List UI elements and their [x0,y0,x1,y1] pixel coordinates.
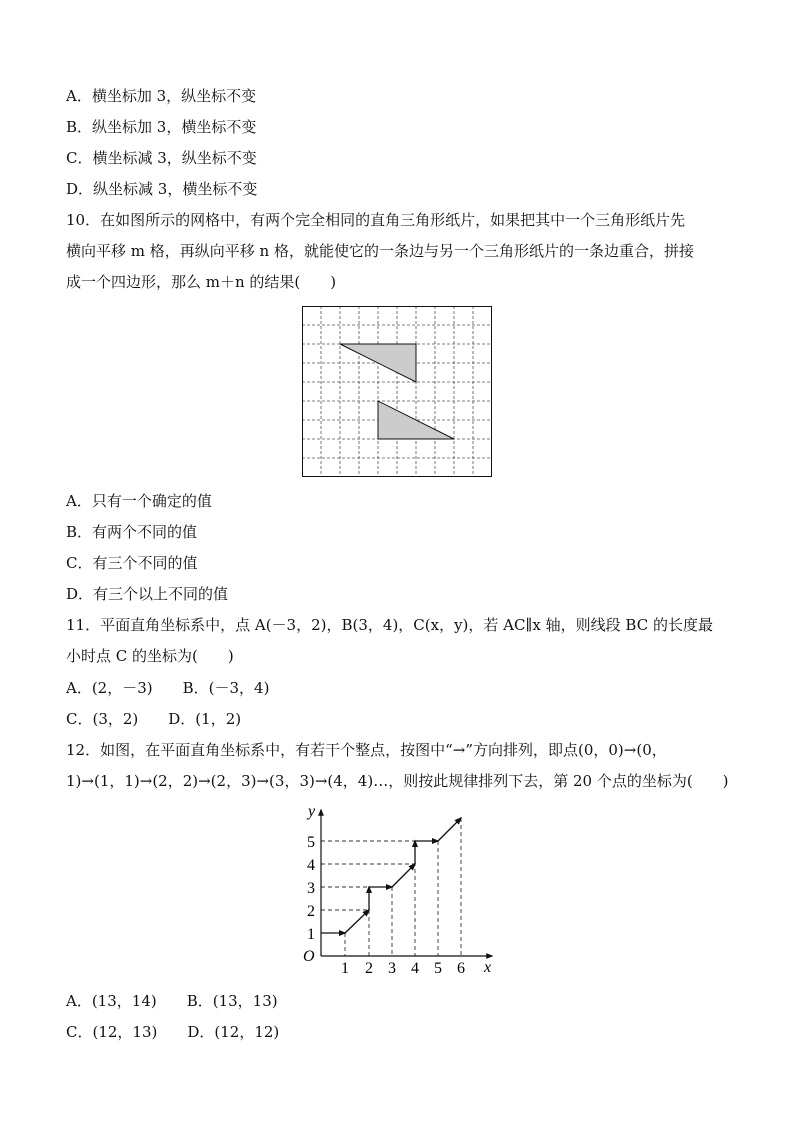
q10-stem-line-1: 10．在如图所示的网格中，有两个完全相同的直角三角形纸片，如果把其中一个三角形纸片先 [66,211,686,229]
q11-options-row-1: A．(2，－3) B．(－3，4) [66,679,270,697]
x-tick-2: 2 [365,960,373,977]
q10-option-c: C．有三个不同的值 [66,554,198,572]
x-tick-labels [341,960,465,977]
x-tick-3: 3 [388,960,396,977]
q11-options-row-2: C．(3，2) D．(1，2) [66,710,242,728]
y-tick-5: 5 [307,834,315,851]
grid-lines [302,306,492,477]
q10-option-d: D．有三个以上不同的值 [66,585,229,603]
y-tick-3: 3 [307,880,315,897]
q9-option-d: D．纵坐标减 3，横坐标不变 [66,180,258,198]
x-tick-1: 1 [341,960,349,977]
origin-label: O [303,948,315,965]
y-tick-labels [307,834,315,943]
x-axis-label: x [484,959,492,976]
y-tick-2: 2 [307,903,315,920]
q10-grid-figure [302,306,492,477]
q12-stem-line-1: 12．如图，在平面直角坐标系中，有若干个整点，按图中“→”方向排列，即点(0，0)→(0， [66,741,667,759]
q10-option-b: B．有两个不同的值 [66,523,198,541]
x-tick-4: 4 [411,960,419,977]
q12-coordinate-figure [296,800,506,980]
q10-stem-line-2: 横向平移 m 格，再纵向平移 n 格，就能使它的一条边与另一个三角形纸片的一条边重合，拼接 [66,242,694,260]
y-tick-4: 4 [307,857,315,874]
q12-stem-line-2: 1)→(1，1)→(2，2)→(2，3)→(3，3)→(4，4)…，则按此规律排列下去，第 20 个点的坐标为( ) [66,772,729,790]
q11-stem-line-2: 小时点 C 的坐标为( ) [66,647,234,665]
q12-options-row-1: A．(13，14) B．(13，13) [66,992,278,1010]
x-tick-5: 5 [434,960,442,977]
path-arrows [321,818,461,933]
q9-option-b: B．纵坐标加 3，横坐标不变 [66,118,257,136]
y-tick-1: 1 [307,926,315,943]
q10-option-a: A．只有一个确定的值 [66,492,212,510]
x-tick-6: 6 [457,960,465,977]
q9-option-a: A．横坐标加 3，纵坐标不变 [66,87,257,105]
q12-options-row-2: C．(12，13) D．(12，12) [66,1023,280,1041]
q11-stem-line-1: 11．平面直角坐标系中，点 A(－3，2)，B(3，4)，C(x，y)，若 AC∥x 轴，则线段 BC 的长度最 [66,616,713,634]
y-axis-label: y [308,803,316,820]
q9-option-c: C．横坐标减 3，纵坐标不变 [66,149,257,167]
q10-stem-line-3: 成一个四边形，那么 m＋n 的结果( ) [66,273,337,291]
